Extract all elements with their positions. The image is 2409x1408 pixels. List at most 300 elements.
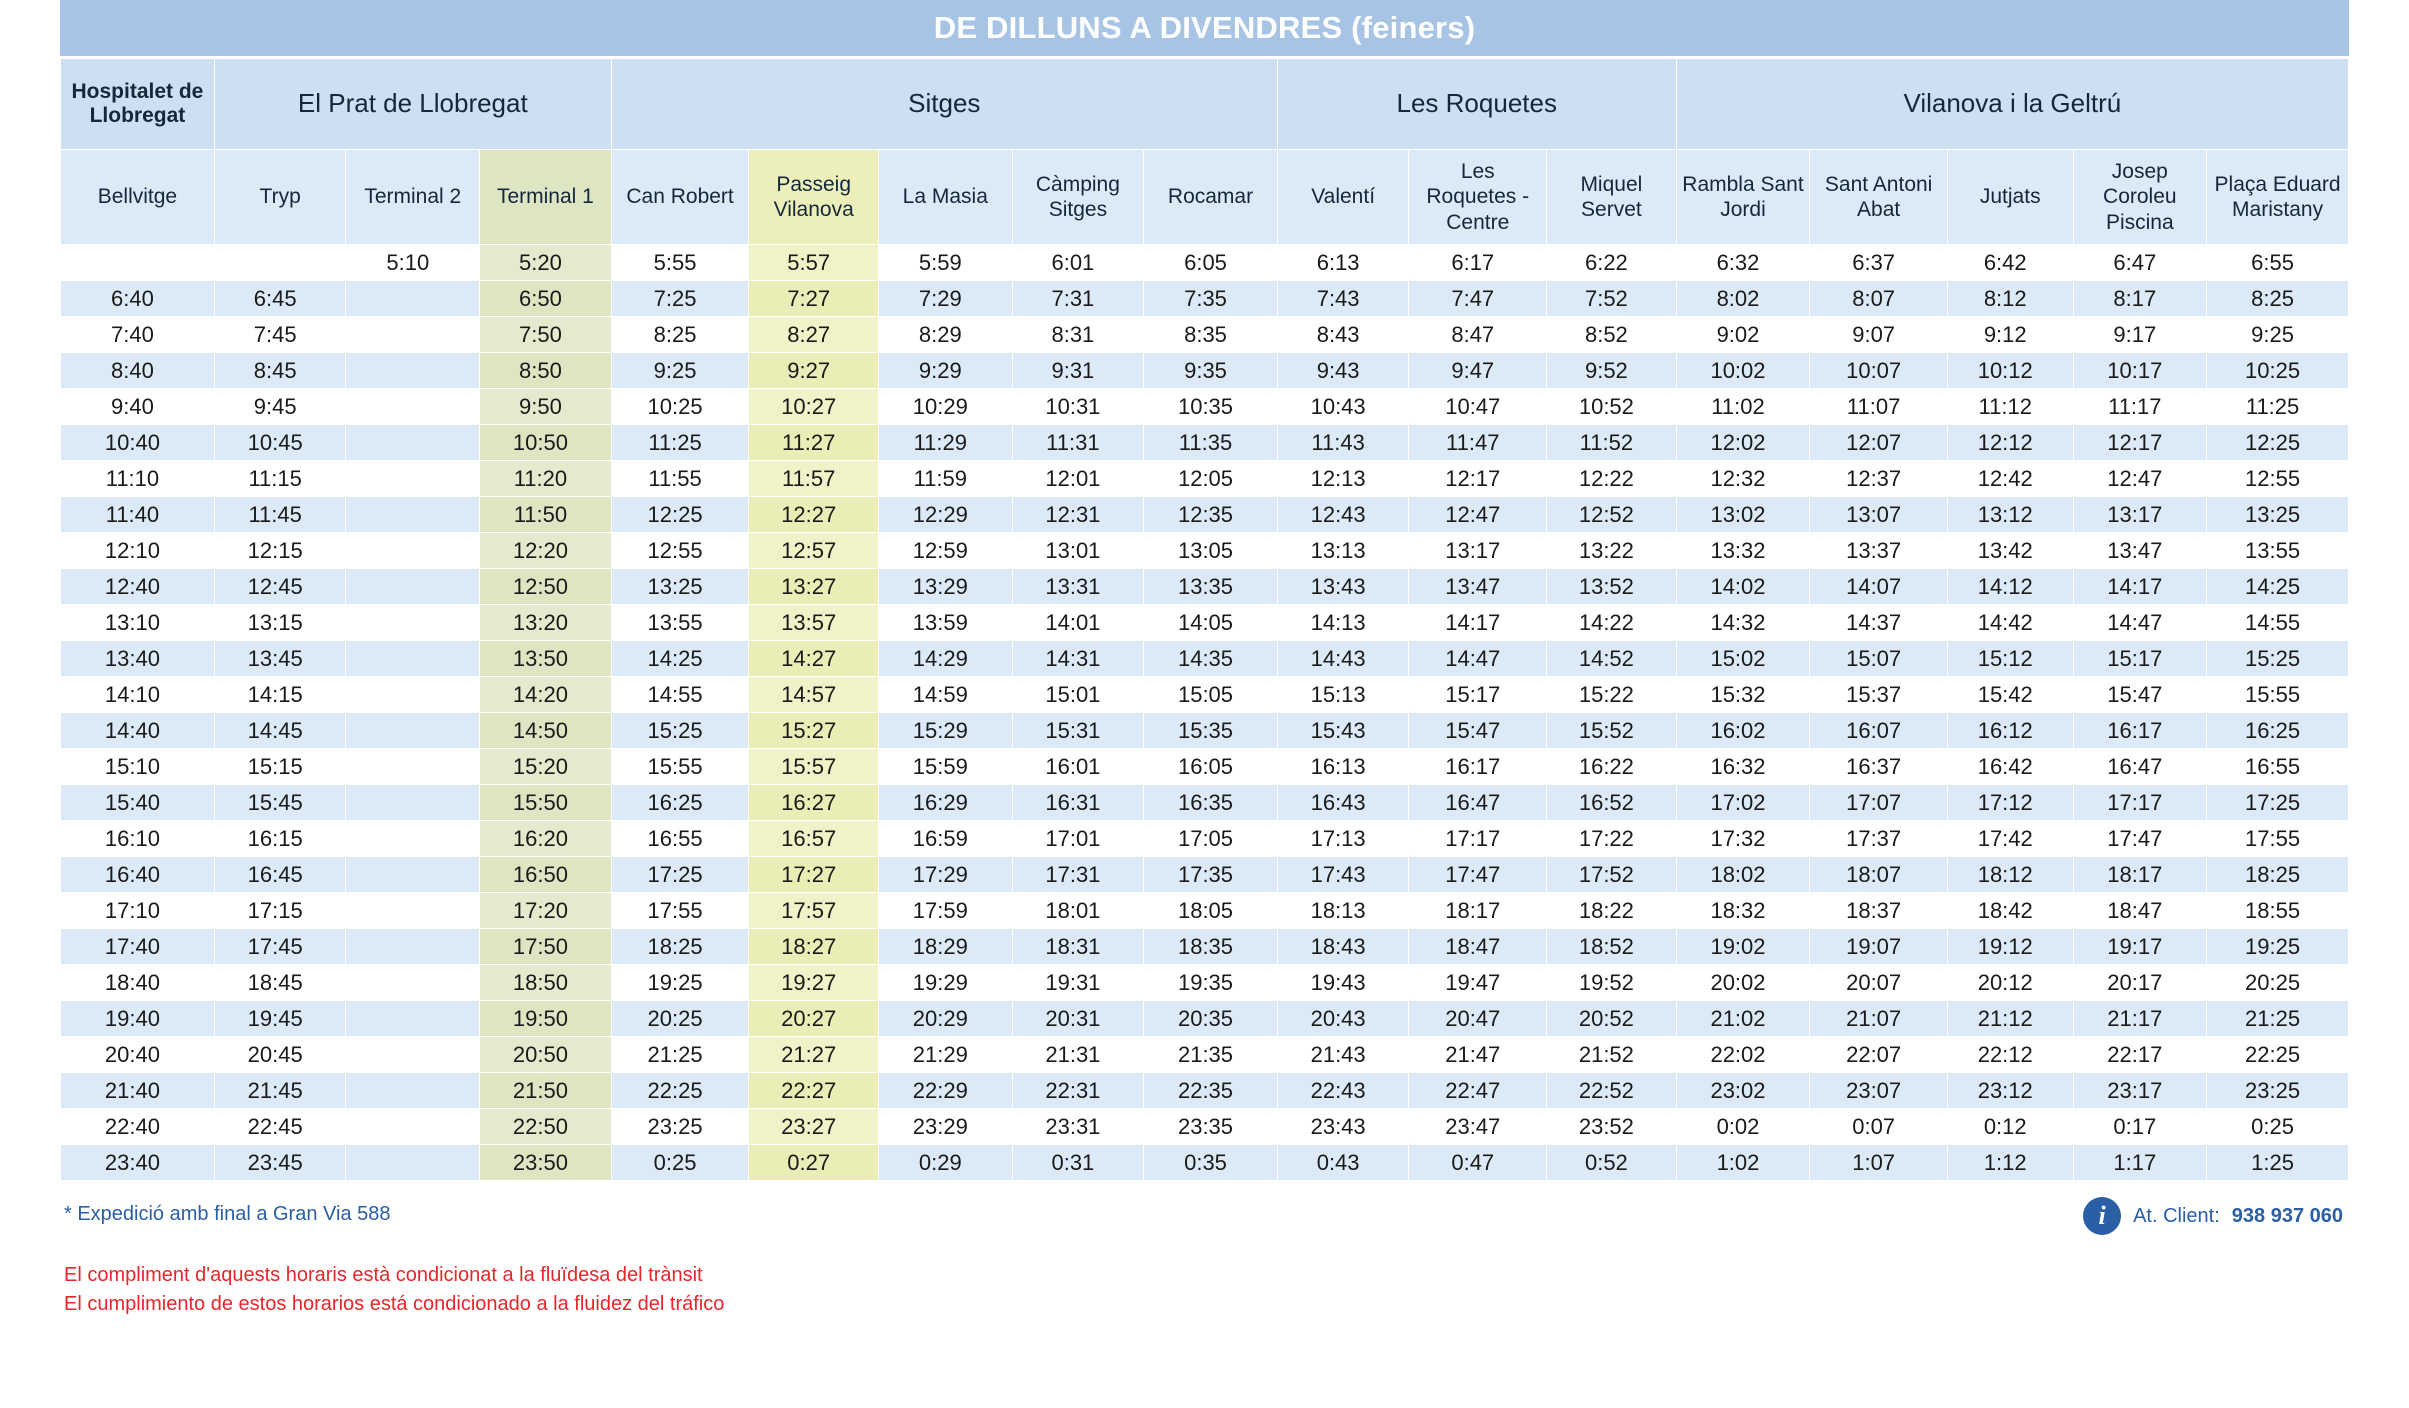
table-row (61, 1145, 2349, 1181)
departure-time: 19:29 (878, 965, 1012, 1001)
departure-time: 7:31 (1012, 281, 1144, 317)
stop-header-16: Plaça Eduard Maristany (2207, 150, 2349, 245)
departure-time: 15:42 (1947, 677, 2073, 713)
departure-time: 23:29 (878, 1109, 1012, 1145)
departure-time: 13:25 (611, 569, 749, 605)
departure-time: 17:07 (1810, 785, 1948, 821)
departure-time: 5:10 (346, 245, 480, 281)
departure-time: 14:25 (611, 641, 749, 677)
departure-time: 13:20 (480, 605, 612, 641)
departure-time: 16:02 (1676, 713, 1810, 749)
departure-time: 14:20 (480, 677, 612, 713)
departure-time: 12:55 (611, 533, 749, 569)
departure-time (346, 749, 480, 785)
departure-time: 21:25 (611, 1037, 749, 1073)
departure-time: 18:45 (214, 965, 346, 1001)
departure-time (346, 1037, 480, 1073)
departure-time (346, 389, 480, 425)
departure-time: 9:52 (1547, 353, 1677, 389)
table-row (61, 533, 2349, 569)
departure-time: 8:45 (214, 353, 346, 389)
departure-time: 0:27 (749, 1145, 879, 1181)
departure-time (346, 1001, 480, 1037)
table-row (61, 821, 2349, 857)
departure-time: 18:47 (2073, 893, 2207, 929)
departure-time: 11:47 (1409, 425, 1547, 461)
departure-time: 18:35 (1144, 929, 1278, 965)
departure-time: 16:25 (2207, 713, 2349, 749)
departure-time (346, 821, 480, 857)
departure-time: 9:35 (1144, 353, 1278, 389)
departure-time: 11:07 (1810, 389, 1948, 425)
departure-time: 16:13 (1277, 749, 1409, 785)
table-row (61, 749, 2349, 785)
departure-time: 21:50 (480, 1073, 612, 1109)
departure-time: 9:17 (2073, 317, 2207, 353)
departure-time: 13:55 (2207, 533, 2349, 569)
departure-time: 13:29 (878, 569, 1012, 605)
departure-time: 15:13 (1277, 677, 1409, 713)
departure-time: 16:29 (878, 785, 1012, 821)
departure-time (346, 461, 480, 497)
departure-time: 10:02 (1676, 353, 1810, 389)
departure-time: 23:40 (61, 1145, 215, 1181)
departure-time: 21:07 (1810, 1001, 1948, 1037)
departure-time: 14:32 (1676, 605, 1810, 641)
table-row (61, 605, 2349, 641)
departure-time: 20:47 (1409, 1001, 1547, 1037)
departure-time: 15:22 (1547, 677, 1677, 713)
departure-time: 12:17 (1409, 461, 1547, 497)
departure-time: 20:52 (1547, 1001, 1677, 1037)
departure-time: 12:25 (611, 497, 749, 533)
departure-time: 15:47 (2073, 677, 2207, 713)
departure-time: 0:31 (1012, 1145, 1144, 1181)
departure-time: 18:17 (2073, 857, 2207, 893)
departure-time: 23:25 (2207, 1073, 2349, 1109)
departure-time: 11:29 (878, 425, 1012, 461)
table-row (61, 425, 2349, 461)
departure-time (346, 713, 480, 749)
departure-time: 21:29 (878, 1037, 1012, 1073)
departure-time: 20:25 (2207, 965, 2349, 1001)
departure-time: 12:13 (1277, 461, 1409, 497)
departure-time: 20:45 (214, 1037, 346, 1073)
departure-time (346, 1109, 480, 1145)
departure-time: 18:05 (1144, 893, 1278, 929)
departure-time: 0:12 (1947, 1109, 2073, 1145)
departure-time: 8:07 (1810, 281, 1948, 317)
departure-time (346, 605, 480, 641)
departure-time: 14:15 (214, 677, 346, 713)
departure-time: 16:17 (1409, 749, 1547, 785)
departure-time: 13:22 (1547, 533, 1677, 569)
departure-time: 14:27 (749, 641, 879, 677)
departure-time: 15:57 (749, 749, 879, 785)
departure-time: 9:40 (61, 389, 215, 425)
departure-time: 13:05 (1144, 533, 1278, 569)
departure-time: 15:17 (1409, 677, 1547, 713)
departure-time: 15:35 (1144, 713, 1278, 749)
table-row (61, 389, 2349, 425)
departure-time: 6:17 (1409, 245, 1547, 281)
departure-time: 14:37 (1810, 605, 1948, 641)
departure-time (214, 245, 346, 281)
departure-time: 17:32 (1676, 821, 1810, 857)
departure-time: 0:52 (1547, 1145, 1677, 1181)
departure-time: 8:35 (1144, 317, 1278, 353)
departure-time: 15:45 (214, 785, 346, 821)
footer (60, 1203, 2349, 1323)
departure-time: 5:20 (480, 245, 612, 281)
departure-time: 14:50 (480, 713, 612, 749)
departure-time: 13:35 (1144, 569, 1278, 605)
departure-time (346, 425, 480, 461)
departure-time: 13:45 (214, 641, 346, 677)
departure-time: 8:25 (2207, 281, 2349, 317)
departure-time: 16:12 (1947, 713, 2073, 749)
departure-time: 22:40 (61, 1109, 215, 1145)
departure-time: 10:47 (1409, 389, 1547, 425)
departure-time: 22:12 (1947, 1037, 2073, 1073)
departure-time: 12:17 (2073, 425, 2207, 461)
departure-time: 17:45 (214, 929, 346, 965)
departure-time: 21:43 (1277, 1037, 1409, 1073)
departure-time: 20:25 (611, 1001, 749, 1037)
departure-time: 18:55 (2207, 893, 2349, 929)
departure-time: 15:01 (1012, 677, 1144, 713)
departure-time: 16:20 (480, 821, 612, 857)
departure-time (346, 893, 480, 929)
departure-time: 11:52 (1547, 425, 1677, 461)
departure-time: 19:02 (1676, 929, 1810, 965)
departure-time: 13:57 (749, 605, 879, 641)
departure-time: 23:50 (480, 1145, 612, 1181)
departure-time: 16:50 (480, 857, 612, 893)
departure-time: 16:55 (611, 821, 749, 857)
stop-header-4: Can Robert (611, 150, 749, 245)
departure-time: 18:43 (1277, 929, 1409, 965)
departure-time: 9:27 (749, 353, 879, 389)
stop-header-5: Passeig Vilanova (749, 150, 879, 245)
departure-time: 8:50 (480, 353, 612, 389)
departure-time: 12:57 (749, 533, 879, 569)
stop-header-14: Jutjats (1947, 150, 2073, 245)
departure-time: 12:55 (2207, 461, 2349, 497)
departure-time: 13:15 (214, 605, 346, 641)
table-row (61, 677, 2349, 713)
departure-time: 20:35 (1144, 1001, 1278, 1037)
departure-time: 22:29 (878, 1073, 1012, 1109)
departure-time: 11:57 (749, 461, 879, 497)
departure-time: 15:10 (61, 749, 215, 785)
departure-time: 12:15 (214, 533, 346, 569)
departure-time: 6:32 (1676, 245, 1810, 281)
departure-time: 16:32 (1676, 749, 1810, 785)
departure-time: 19:47 (1409, 965, 1547, 1001)
departure-time: 0:47 (1409, 1145, 1547, 1181)
departure-time: 20:12 (1947, 965, 2073, 1001)
departure-time: 13:25 (2207, 497, 2349, 533)
departure-time: 1:12 (1947, 1145, 2073, 1181)
stop-header-row (61, 150, 2349, 245)
departure-time: 11:12 (1947, 389, 2073, 425)
departure-time: 9:47 (1409, 353, 1547, 389)
departure-time: 17:12 (1947, 785, 2073, 821)
departure-time (346, 857, 480, 893)
departure-time: 12:40 (61, 569, 215, 605)
departure-time: 15:25 (2207, 641, 2349, 677)
departure-time: 6:05 (1144, 245, 1278, 281)
departure-time: 13:55 (611, 605, 749, 641)
departure-time: 15:07 (1810, 641, 1948, 677)
departure-time: 11:43 (1277, 425, 1409, 461)
departure-time: 9:45 (214, 389, 346, 425)
departure-time: 1:17 (2073, 1145, 2207, 1181)
departure-time: 17:15 (214, 893, 346, 929)
departure-time (61, 245, 215, 281)
stop-header-1: Tryp (214, 150, 346, 245)
departure-time: 16:27 (749, 785, 879, 821)
departure-time: 10:50 (480, 425, 612, 461)
departure-time: 14:17 (1409, 605, 1547, 641)
departure-time: 18:01 (1012, 893, 1144, 929)
departure-time (346, 497, 480, 533)
departure-time: 8:27 (749, 317, 879, 353)
departure-time: 18:29 (878, 929, 1012, 965)
departure-time: 16:22 (1547, 749, 1677, 785)
departure-time: 16:57 (749, 821, 879, 857)
departure-time: 21:12 (1947, 1001, 2073, 1037)
departure-time: 14:43 (1277, 641, 1409, 677)
departure-time: 23:25 (611, 1109, 749, 1145)
departure-time: 16:59 (878, 821, 1012, 857)
departure-time: 20:43 (1277, 1001, 1409, 1037)
departure-time: 12:45 (214, 569, 346, 605)
departure-time: 10:52 (1547, 389, 1677, 425)
departure-time: 10:29 (878, 389, 1012, 425)
departure-time: 5:55 (611, 245, 749, 281)
info-icon: i (2083, 1197, 2121, 1235)
departure-time: 17:17 (1409, 821, 1547, 857)
table-row (61, 461, 2349, 497)
departure-time: 9:02 (1676, 317, 1810, 353)
departure-time: 11:25 (2207, 389, 2349, 425)
departure-time: 14:25 (2207, 569, 2349, 605)
departure-time: 15:40 (61, 785, 215, 821)
departure-time: 0:29 (878, 1145, 1012, 1181)
departure-time: 16:25 (611, 785, 749, 821)
departure-time: 21:02 (1676, 1001, 1810, 1037)
departure-time: 13:13 (1277, 533, 1409, 569)
departure-time: 16:47 (2073, 749, 2207, 785)
departure-time: 17:37 (1810, 821, 1948, 857)
departure-time: 18:22 (1547, 893, 1677, 929)
departure-time: 16:31 (1012, 785, 1144, 821)
departure-time: 22:50 (480, 1109, 612, 1145)
departure-time: 17:13 (1277, 821, 1409, 857)
departure-time: 10:40 (61, 425, 215, 461)
departure-time: 6:50 (480, 281, 612, 317)
departure-time: 17:31 (1012, 857, 1144, 893)
departure-time: 19:43 (1277, 965, 1409, 1001)
departure-time: 19:27 (749, 965, 879, 1001)
stop-header-6: La Masia (878, 150, 1012, 245)
departure-time: 12:02 (1676, 425, 1810, 461)
departure-time: 8:12 (1947, 281, 2073, 317)
table-row (61, 641, 2349, 677)
departure-time: 12:29 (878, 497, 1012, 533)
warning-catalan: El compliment d'aquests horaris està condicionat a la fluïdesa del trànsit (64, 1264, 703, 1286)
departure-time: 14:02 (1676, 569, 1810, 605)
departure-time (346, 1145, 480, 1181)
departure-time: 6:22 (1547, 245, 1677, 281)
departure-time: 9:31 (1012, 353, 1144, 389)
departure-time: 6:40 (61, 281, 215, 317)
departure-time: 15:15 (214, 749, 346, 785)
departure-time: 14:07 (1810, 569, 1948, 605)
group-header-1: El Prat de Llobregat (214, 59, 611, 150)
departure-time: 18:13 (1277, 893, 1409, 929)
departure-time: 13:27 (749, 569, 879, 605)
departure-time: 10:17 (2073, 353, 2207, 389)
departure-time: 23:43 (1277, 1109, 1409, 1145)
departure-time: 14:45 (214, 713, 346, 749)
departure-time: 7:40 (61, 317, 215, 353)
departure-time: 22:25 (2207, 1037, 2349, 1073)
departure-time: 14:05 (1144, 605, 1278, 641)
departure-time: 18:32 (1676, 893, 1810, 929)
departure-time: 0:25 (2207, 1109, 2349, 1145)
departure-time: 14:13 (1277, 605, 1409, 641)
departure-time: 14:59 (878, 677, 1012, 713)
departure-time: 17:52 (1547, 857, 1677, 893)
departure-time: 21:35 (1144, 1037, 1278, 1073)
departure-time: 13:17 (1409, 533, 1547, 569)
departure-time: 11:17 (2073, 389, 2207, 425)
departure-time: 13:52 (1547, 569, 1677, 605)
departure-time: 16:15 (214, 821, 346, 857)
departure-time: 18:27 (749, 929, 879, 965)
departure-time: 12:05 (1144, 461, 1278, 497)
departure-time: 22:43 (1277, 1073, 1409, 1109)
departure-time: 12:47 (2073, 461, 2207, 497)
departure-time: 11:50 (480, 497, 612, 533)
departure-time: 7:35 (1144, 281, 1278, 317)
table-row (61, 857, 2349, 893)
departure-time: 16:43 (1277, 785, 1409, 821)
stop-header-8: Rocamar (1144, 150, 1278, 245)
departure-time: 15:59 (878, 749, 1012, 785)
departure-time: 15:12 (1947, 641, 2073, 677)
departure-time: 17:01 (1012, 821, 1144, 857)
departure-time: 17:10 (61, 893, 215, 929)
departure-time: 12:10 (61, 533, 215, 569)
departure-time: 15:25 (611, 713, 749, 749)
departure-time: 9:25 (2207, 317, 2349, 353)
departure-time: 19:35 (1144, 965, 1278, 1001)
departure-time: 7:43 (1277, 281, 1409, 317)
departure-time: 13:12 (1947, 497, 2073, 533)
departure-time: 16:45 (214, 857, 346, 893)
departure-time: 1:07 (1810, 1145, 1948, 1181)
departure-time: 19:45 (214, 1001, 346, 1037)
departure-time: 9:43 (1277, 353, 1409, 389)
departure-time: 8:52 (1547, 317, 1677, 353)
departure-time: 14:01 (1012, 605, 1144, 641)
departure-time: 12:27 (749, 497, 879, 533)
departure-time: 21:25 (2207, 1001, 2349, 1037)
departure-time: 6:42 (1947, 245, 2073, 281)
departure-time: 11:45 (214, 497, 346, 533)
departure-time: 12:37 (1810, 461, 1948, 497)
departure-time: 14:55 (611, 677, 749, 713)
departure-time: 10:25 (2207, 353, 2349, 389)
departure-time: 14:42 (1947, 605, 2073, 641)
departure-time: 12:07 (1810, 425, 1948, 461)
departure-time: 22:35 (1144, 1073, 1278, 1109)
departure-time: 18:42 (1947, 893, 2073, 929)
departure-time: 11:10 (61, 461, 215, 497)
departure-time (346, 641, 480, 677)
departure-time: 10:27 (749, 389, 879, 425)
departure-time: 15:31 (1012, 713, 1144, 749)
departure-time: 15:55 (2207, 677, 2349, 713)
stop-header-2: Terminal 2 (346, 150, 480, 245)
departure-time: 13:17 (2073, 497, 2207, 533)
departure-time: 8:29 (878, 317, 1012, 353)
expedition-note: * Expedició amb final a Gran Via 588 (64, 1203, 391, 1225)
departure-time: 16:40 (61, 857, 215, 893)
departure-time: 17:20 (480, 893, 612, 929)
departure-time (346, 1073, 480, 1109)
departure-time: 13:50 (480, 641, 612, 677)
departure-time: 19:25 (2207, 929, 2349, 965)
departure-time: 7:45 (214, 317, 346, 353)
table-row (61, 245, 2349, 281)
stop-header-0: Bellvitge (61, 150, 215, 245)
table-row (61, 1073, 2349, 1109)
departure-time: 23:31 (1012, 1109, 1144, 1145)
departure-time: 14:10 (61, 677, 215, 713)
departure-time: 8:47 (1409, 317, 1547, 353)
departure-time: 18:17 (1409, 893, 1547, 929)
departure-time: 10:12 (1947, 353, 2073, 389)
departure-time: 11:31 (1012, 425, 1144, 461)
stop-header-10: Les Roquetes - Centre (1409, 150, 1547, 245)
departure-time: 15:17 (2073, 641, 2207, 677)
departure-time: 11:20 (480, 461, 612, 497)
departure-time: 14:35 (1144, 641, 1278, 677)
departure-time: 7:27 (749, 281, 879, 317)
departure-time: 0:43 (1277, 1145, 1409, 1181)
departure-time: 8:31 (1012, 317, 1144, 353)
departure-time: 19:25 (611, 965, 749, 1001)
departure-time: 16:37 (1810, 749, 1948, 785)
departure-time: 10:07 (1810, 353, 1948, 389)
departure-time: 14:29 (878, 641, 1012, 677)
departure-time: 13:01 (1012, 533, 1144, 569)
departure-time: 17:55 (611, 893, 749, 929)
departure-time: 13:43 (1277, 569, 1409, 605)
departure-time: 11:15 (214, 461, 346, 497)
departure-time: 15:20 (480, 749, 612, 785)
departure-time: 19:40 (61, 1001, 215, 1037)
departure-time: 6:45 (214, 281, 346, 317)
table-row (61, 713, 2349, 749)
departure-time: 22:47 (1409, 1073, 1547, 1109)
warning-block (64, 1261, 724, 1319)
